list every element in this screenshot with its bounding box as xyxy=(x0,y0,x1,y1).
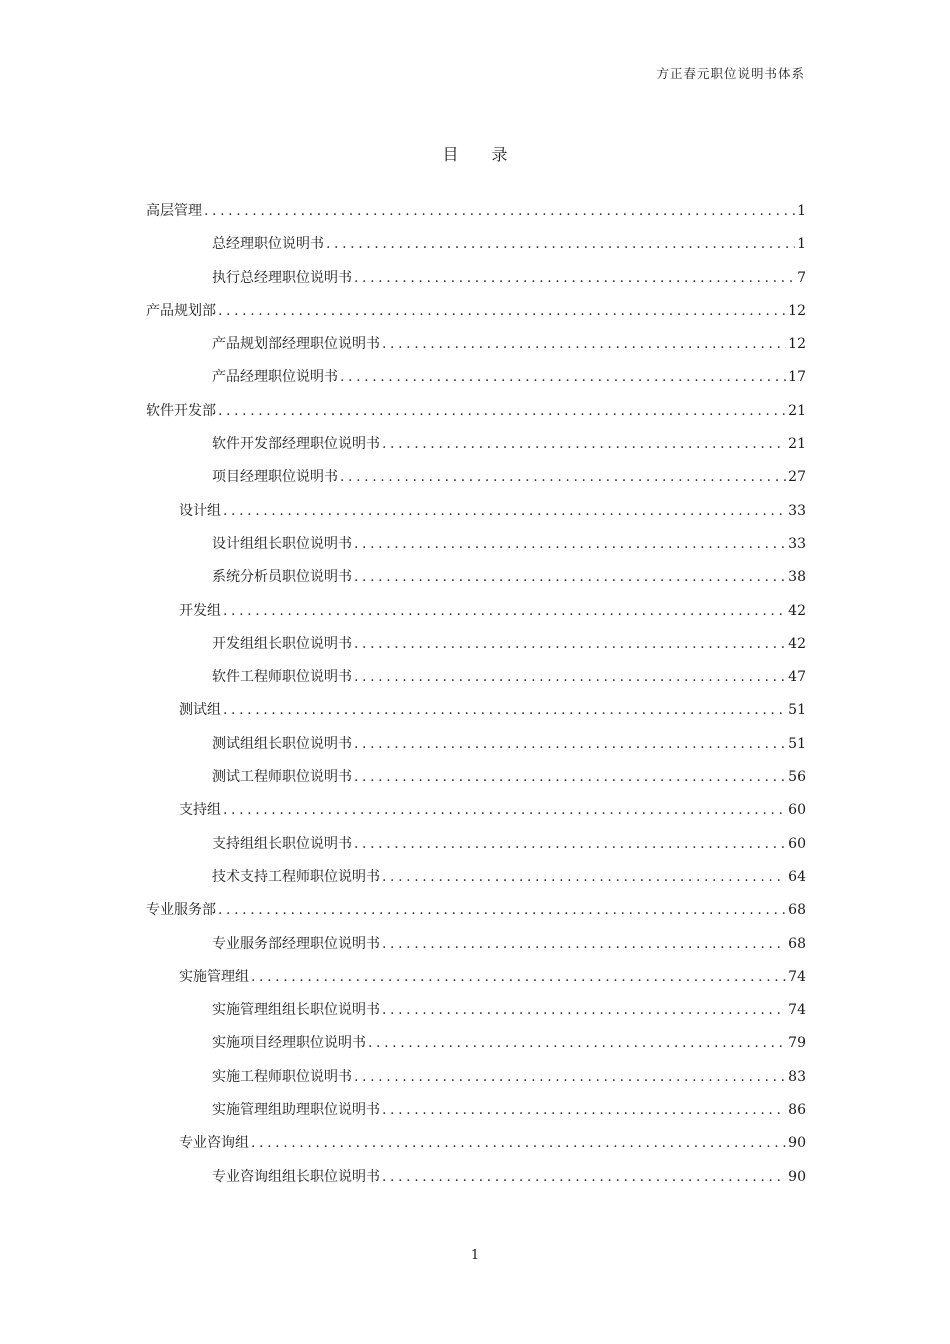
toc-entry-label: 高层管理 xyxy=(146,203,202,219)
toc-entry-page: 90 xyxy=(788,1135,806,1152)
toc-entry-label: 软件开发部 xyxy=(146,402,216,419)
toc-entry-label: 实施管理组组长职位说明书 xyxy=(212,1002,380,1019)
toc-dot-leader xyxy=(223,497,786,525)
toc-entry-label: 实施管理组助理职位说明书 xyxy=(212,1102,380,1119)
toc-entry-label: 支持组 xyxy=(179,802,221,819)
toc-entry-page: 21 xyxy=(788,402,806,419)
toc-entry[interactable] xyxy=(146,630,806,663)
toc-entry-label: 软件工程师职位说明书 xyxy=(212,669,352,686)
toc-dot-leader xyxy=(218,397,786,425)
toc-dot-leader xyxy=(354,1063,786,1091)
toc-entry-page: 12 xyxy=(788,302,806,319)
toc-entry[interactable] xyxy=(146,796,806,829)
toc-entry-label: 支持组组长职位说明书 xyxy=(212,835,352,852)
toc-entry-page: 68 xyxy=(788,935,806,952)
toc-entry[interactable] xyxy=(146,830,806,863)
toc-entry-page: 1 xyxy=(797,236,806,253)
toc-entry-label: 专业咨询组 xyxy=(179,1135,249,1152)
toc-entry-label: 实施工程师职位说明书 xyxy=(212,1068,352,1085)
toc-dot-leader xyxy=(218,896,786,924)
toc-dot-leader xyxy=(368,1029,786,1057)
toc-entry[interactable] xyxy=(146,896,806,929)
toc-entry[interactable] xyxy=(146,563,806,596)
toc-dot-leader xyxy=(204,197,795,225)
toc-entry[interactable] xyxy=(146,497,806,530)
toc-dot-leader xyxy=(251,1129,786,1157)
toc-dot-leader xyxy=(354,830,786,858)
toc-dot-leader xyxy=(223,696,786,724)
toc-dot-leader xyxy=(340,463,786,491)
toc-entry[interactable] xyxy=(146,1129,806,1162)
toc-entry-page: 60 xyxy=(788,802,806,819)
toc-dot-leader xyxy=(354,730,786,758)
toc-dot-leader xyxy=(223,597,786,625)
toc-entry-page: 74 xyxy=(788,968,806,985)
toc-entry-page: 17 xyxy=(788,369,806,386)
toc-entry[interactable] xyxy=(146,763,806,796)
toc-entry[interactable] xyxy=(146,863,806,896)
toc-dot-leader xyxy=(354,763,786,791)
toc-entry[interactable] xyxy=(146,1163,806,1196)
toc-entry-page: 47 xyxy=(788,669,806,686)
toc-entry[interactable] xyxy=(146,1063,806,1096)
toc-entry-page: 1 xyxy=(797,203,806,219)
toc-dot-leader xyxy=(382,1163,786,1191)
toc-entry-page: 64 xyxy=(788,868,806,885)
toc-dot-leader xyxy=(382,996,786,1024)
toc-entry-label: 技术支持工程师职位说明书 xyxy=(212,868,380,885)
toc-entry-page: 51 xyxy=(788,735,806,752)
toc-entry[interactable] xyxy=(146,930,806,963)
toc-dot-leader xyxy=(223,796,786,824)
toc-entry[interactable] xyxy=(146,597,806,630)
toc-entry-label: 产品规划部经理职位说明书 xyxy=(212,336,380,353)
toc-dot-leader xyxy=(382,863,786,891)
toc-entry-label: 产品规划部 xyxy=(146,302,216,319)
toc-entry-label: 实施管理组 xyxy=(179,968,249,985)
toc-dot-leader xyxy=(382,1096,786,1124)
toc-entry-page: 42 xyxy=(788,602,806,619)
toc-entry-label: 测试组组长职位说明书 xyxy=(212,735,352,752)
toc-dot-leader xyxy=(354,563,786,591)
toc-dot-leader xyxy=(354,630,786,658)
toc-entry[interactable] xyxy=(146,363,806,396)
toc-dot-leader xyxy=(354,264,795,292)
toc-entry[interactable] xyxy=(146,696,806,729)
toc-entry[interactable] xyxy=(146,530,806,563)
toc-entry-label: 专业服务部 xyxy=(146,902,216,919)
toc-entry-label: 测试工程师职位说明书 xyxy=(212,769,352,786)
toc-entry-page: 74 xyxy=(788,1002,806,1019)
toc-entry-label: 项目经理职位说明书 xyxy=(212,469,338,486)
toc-entry[interactable] xyxy=(146,1029,806,1062)
toc-entry-page: 90 xyxy=(788,1168,806,1185)
toc-dot-leader xyxy=(218,297,786,325)
toc-entry[interactable] xyxy=(146,463,806,496)
toc-entry-label: 软件开发部经理职位说明书 xyxy=(212,436,380,453)
toc-entry-label: 开发组组长职位说明书 xyxy=(212,635,352,652)
toc-entry-page: 38 xyxy=(788,569,806,586)
toc-entry-page: 56 xyxy=(788,769,806,786)
toc-entry-label: 专业咨询组组长职位说明书 xyxy=(212,1168,380,1185)
toc-entry-page: 7 xyxy=(797,269,806,286)
toc-dot-leader xyxy=(251,963,786,991)
toc-entry-page: 83 xyxy=(788,1068,806,1085)
toc-entry[interactable] xyxy=(146,397,806,430)
toc-entry-page: 12 xyxy=(788,336,806,353)
toc-dot-leader xyxy=(326,230,795,258)
toc-entry-label: 执行总经理职位说明书 xyxy=(212,269,352,286)
toc-entry-page: 79 xyxy=(788,1035,806,1052)
toc-entry[interactable] xyxy=(146,963,806,996)
table-of-contents xyxy=(146,197,806,1196)
toc-entry-page: 21 xyxy=(788,436,806,453)
running-header: 方正春元职位说明书体系 xyxy=(656,66,805,81)
toc-entry-label: 开发组 xyxy=(179,602,221,619)
toc-entry[interactable] xyxy=(146,663,806,696)
toc-entry-label: 总经理职位说明书 xyxy=(212,236,324,253)
toc-entry[interactable] xyxy=(146,330,806,363)
toc-entry-label: 实施项目经理职位说明书 xyxy=(212,1035,366,1052)
toc-entry[interactable] xyxy=(146,730,806,763)
toc-entry-label: 产品经理职位说明书 xyxy=(212,369,338,386)
toc-entry[interactable] xyxy=(146,297,806,330)
toc-dot-leader xyxy=(382,930,786,958)
toc-dot-leader xyxy=(382,330,786,358)
toc-dot-leader xyxy=(382,430,786,458)
toc-entry-page: 86 xyxy=(788,1102,806,1119)
toc-entry-page: 68 xyxy=(788,902,806,919)
toc-entry[interactable] xyxy=(146,230,806,263)
toc-entry-page: 51 xyxy=(788,702,806,719)
toc-entry-label: 系统分析员职位说明书 xyxy=(212,569,352,586)
toc-entry[interactable] xyxy=(146,197,806,230)
page-number: 1 xyxy=(470,1248,480,1263)
toc-title: 目 录 xyxy=(442,145,522,164)
toc-entry-page: 33 xyxy=(788,502,806,519)
toc-entry-page: 42 xyxy=(788,635,806,652)
toc-entry-page: 27 xyxy=(788,469,806,486)
toc-dot-leader xyxy=(354,530,786,558)
toc-dot-leader xyxy=(340,363,786,391)
toc-dot-leader xyxy=(354,663,786,691)
toc-entry-page: 60 xyxy=(788,835,806,852)
toc-entry[interactable] xyxy=(146,430,806,463)
toc-entry-label: 设计组组长职位说明书 xyxy=(212,535,352,552)
toc-entry[interactable] xyxy=(146,996,806,1029)
toc-entry[interactable] xyxy=(146,264,806,297)
toc-entry-label: 设计组 xyxy=(179,502,221,519)
toc-entry-label: 专业服务部经理职位说明书 xyxy=(212,935,380,952)
toc-entry-label: 测试组 xyxy=(179,702,221,719)
toc-entry[interactable] xyxy=(146,1096,806,1129)
toc-entry-page: 33 xyxy=(788,535,806,552)
